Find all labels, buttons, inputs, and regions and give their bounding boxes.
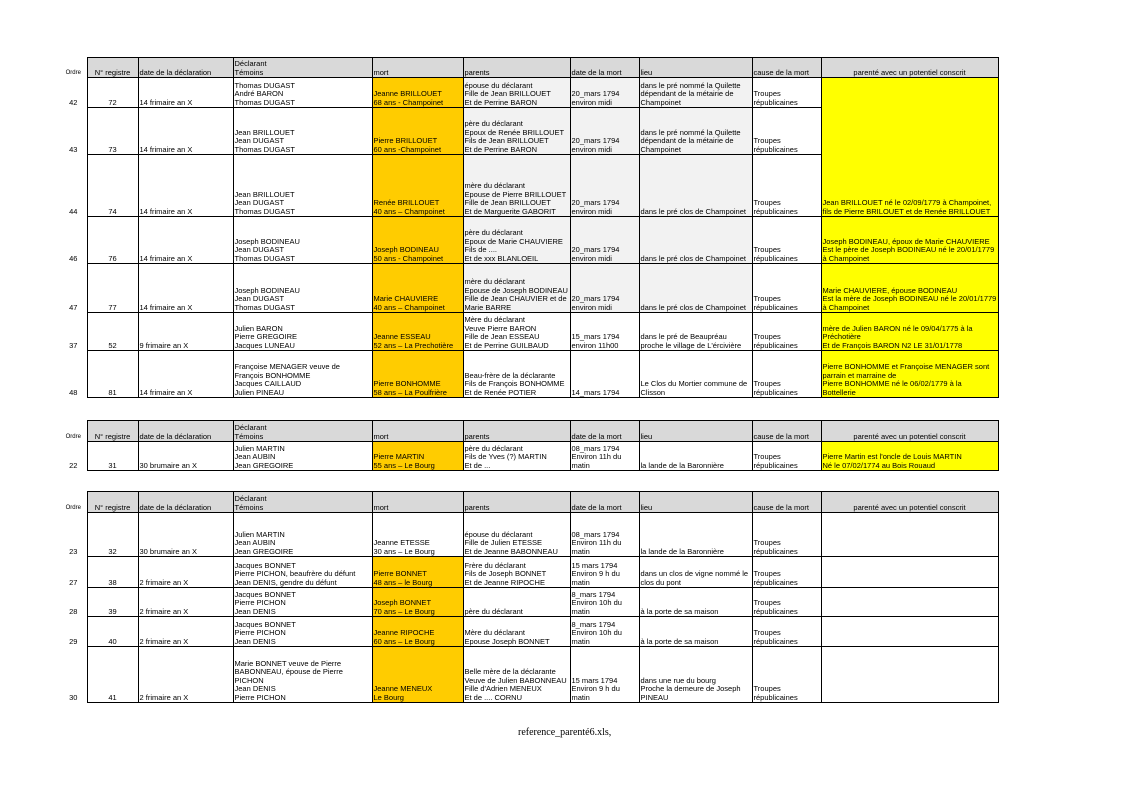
header-lieu: lieu	[639, 58, 752, 78]
date-cell: 14 frimaire an X	[138, 155, 233, 217]
header-cause: cause de la mort	[752, 421, 821, 442]
header-mort: mort	[372, 58, 463, 78]
table-row	[60, 78, 998, 108]
cause-cell: Troupes républicaines	[752, 647, 821, 703]
header-registre: N° registre	[87, 58, 138, 78]
lieu-cell: dans le pré clos de Champoinet	[639, 217, 752, 264]
cause-cell: Troupes républicaines	[752, 313, 821, 351]
parents-cell: mère du déclarant Epouse de Pierre BRILLOUET Fille de Jean BRILLOUET Et de Marguerite GABORIT	[463, 155, 570, 217]
header-ordre: Ordre	[65, 70, 81, 77]
lieu-cell: à la porte de sa maison	[639, 617, 752, 647]
parents-cell: Mère du déclarant Epouse Joseph BONNET	[463, 617, 570, 647]
declarant-cell: Julien MARTIN Jean AUBIN Jean GREGOIRE	[233, 442, 372, 471]
cause-cell: Troupes républicaines	[752, 557, 821, 588]
date-mort-cell: 08_mars 1794 Environ 11h du matin	[570, 513, 639, 557]
header-registre: N° registre	[87, 492, 138, 513]
lieu-cell: dans une rue du bourg Proche la demeure de Joseph PINEAU	[639, 647, 752, 703]
header-parents: parents	[463, 58, 570, 78]
date-cell: 2 frimaire an X	[138, 557, 233, 588]
ordre-cell: 47	[69, 303, 78, 313]
cause-cell: Troupes républicaines	[752, 351, 821, 398]
registre-cell: 39	[87, 588, 138, 617]
registre-cell: 32	[87, 513, 138, 557]
declarant-cell: Jacques BONNET Pierre PICHON, beaufrère du défunt Jean DENIS, gendre du défunt	[233, 557, 372, 588]
ordre-cell: 27	[69, 578, 78, 588]
lieu-cell: la lande de la Baronnière	[639, 513, 752, 557]
cause-cell: Troupes républicaines	[752, 264, 821, 313]
parente-cell: Pierre Martin est l'oncle de Louis MARTIN Né le 07/02/1774 au Bois Rouaud	[821, 442, 998, 471]
header-parente: parenté avec un potentiel conscrit	[821, 58, 998, 78]
registre-cell: 73	[87, 108, 138, 155]
lieu-cell: la lande de la Baronnière	[639, 442, 752, 471]
header-cause: cause de la mort	[752, 492, 821, 513]
declarant-cell: Joseph BODINEAU Jean DUGAST Thomas DUGAST	[233, 217, 372, 264]
cause-cell: Troupes républicaines	[752, 217, 821, 264]
lieu-cell: dans le pré clos de Champoinet	[639, 264, 752, 313]
header-cause: cause de la mort	[752, 58, 821, 78]
date-mort-cell: 20_mars 1794 environ midi	[570, 155, 639, 217]
declarant-cell: Marie BONNET veuve de Pierre BABONNEAU, épouse de Pierre PICHON Jean DENIS Pierre PICHON	[233, 647, 372, 703]
cause-cell: Troupes républicaines	[752, 513, 821, 557]
lieu-cell: Le Clos du Mortier commune de Clisson	[639, 351, 752, 398]
registre-cell: 76	[87, 217, 138, 264]
declarant-cell: Jacques BONNET Pierre PICHON Jean DENIS	[233, 588, 372, 617]
lieu-cell: dans le pré de Beaupréau proche le village de L'ércivière	[639, 313, 752, 351]
date-mort-cell: 20_mars 1794 environ midi	[570, 108, 639, 155]
mort-cell: Renée BRILLOUET 40 ans – Champoinet	[372, 155, 463, 217]
mort-cell: Marie CHAUVIERE 40 ans – Champoinet	[372, 264, 463, 313]
ordre-cell: 29	[69, 637, 78, 647]
cause-cell: Troupes républicaines	[752, 155, 821, 217]
date-cell: 14 frimaire an X	[138, 264, 233, 313]
registre-cell: 72	[87, 78, 138, 108]
cause-cell: Troupes républicaines	[752, 108, 821, 155]
date-cell: 30 brumaire an X	[138, 513, 233, 557]
header-registre: N° registre	[87, 421, 138, 442]
parents-cell: Mère du déclarant Veuve Pierre BARON Fille de Jean ESSEAU Et de Perrine GUILBAUD	[463, 313, 570, 351]
table-row	[60, 617, 998, 647]
registre-cell: 77	[87, 264, 138, 313]
parente-cell: Joseph BODINEAU, époux de Marie CHAUVIERE Est le père de Joseph BODINEAU né le 20/01/1779 à Champoinet	[821, 217, 998, 264]
date-mort-cell: 20_mars 1794 environ midi	[570, 264, 639, 313]
parents-cell: épouse du déclarant Fille de Jean BRILLOUET Et de Perrine BARON	[463, 78, 570, 108]
header-mort: mort	[372, 492, 463, 513]
parents-cell: mère du déclarant Epouse de Joseph BODINEAU Fille de Jean CHAUVIER et de Marie BARRE	[463, 264, 570, 313]
date-cell: 2 frimaire an X	[138, 588, 233, 617]
lieu-cell: dans le pré nommé la Quilette dépendant de la métairie de Champoinet	[639, 78, 752, 108]
header-declarant: Déclarant Témoins	[233, 58, 372, 78]
date-mort-cell: 20_mars 1794 environ midi	[570, 78, 639, 108]
parente-cell: Jean BRILLOUET né le 02/09/1779 à Champoinet, fils de Pierre BRILOUET et de Renée BRILLOUET	[821, 78, 998, 217]
table-row	[60, 217, 998, 264]
parente-cell: Pierre BONHOMME et Françoise MENAGER sont parrain et marraine de Pierre BONHOMME né le 06/02/1779 à la Bottellerie	[821, 351, 998, 398]
date-cell: 9 frimaire an X	[138, 313, 233, 351]
mort-cell: Joseph BONNET 70 ans – Le Bourg	[372, 588, 463, 617]
mort-cell: Jeanne MENEUX Le Bourg	[372, 647, 463, 703]
mort-cell: Jeanne ETESSE 30 ans – Le Bourg	[372, 513, 463, 557]
parents-cell: Belle mère de la déclarante Veuve de Julien BABONNEAU Fille d'Adrien MENEUX Et de .... CORNU	[463, 647, 570, 703]
header-parente: parenté avec un potentiel conscrit	[821, 492, 998, 513]
date-mort-cell: 08_mars 1794 Environ 11h du matin	[570, 442, 639, 471]
header-date-decl: date de la déclaration	[138, 492, 233, 513]
header-parents: parents	[463, 492, 570, 513]
date-cell: 2 frimaire an X	[138, 617, 233, 647]
parents-cell: père du déclarant Epoux de Marie CHAUVIERE Fils de .... Et de xxx BLANLOEIL	[463, 217, 570, 264]
date-mort-cell: 8_mars 1794 Environ 10h du matin	[570, 617, 639, 647]
header-row	[60, 58, 998, 78]
table-row	[60, 588, 998, 617]
ordre-cell: 42	[69, 98, 78, 108]
parents-cell: père du déclarant	[463, 588, 570, 617]
ordre-cell: 28	[69, 607, 78, 617]
declarant-cell: Julien BARON Pierre GREGOIRE Jacques LUNEAU	[233, 313, 372, 351]
parents-cell: père du déclarant Epoux de Renée BRILLOUET Fils de Jean BRILLOUET Et de Perrine BARON	[463, 108, 570, 155]
declarant-cell: Joseph BODINEAU Jean DUGAST Thomas DUGAST	[233, 264, 372, 313]
registre-cell: 40	[87, 617, 138, 647]
table-row	[60, 513, 998, 557]
header-row	[60, 421, 998, 442]
declarant-cell: Jacques BONNET Pierre PICHON Jean DENIS	[233, 617, 372, 647]
parente-cell	[821, 617, 998, 647]
header-date-decl: date de la déclaration	[138, 58, 233, 78]
parente-cell	[821, 557, 998, 588]
lieu-cell: dans le pré clos de Champoinet	[639, 155, 752, 217]
header-ordre: Ordre	[65, 505, 81, 512]
date-mort-cell: 15 mars 1794 Environ 9 h du matin	[570, 557, 639, 588]
date-mort-cell: 8_mars 1794 Environ 10h du matin	[570, 588, 639, 617]
header-parents: parents	[463, 421, 570, 442]
declarant-cell: Françoise MENAGER veuve de François BONHOMME Jacques CAILLAUD Julien PINEAU	[233, 351, 372, 398]
ordre-cell: 43	[69, 145, 78, 155]
parente-cell: mère de Julien BARON né le 09/04/1775 à la Préchotière Et de François BARON N2 LE 31/01/1778	[821, 313, 998, 351]
header-date-mort: date de la mort	[570, 58, 639, 78]
header-declarant: Déclarant Témoins	[233, 421, 372, 442]
cause-cell: Troupes républicaines	[752, 442, 821, 471]
mort-cell: Jeanne RIPOCHE 60 ans – Le Bourg	[372, 617, 463, 647]
parents-cell: Frère du déclarant Fils de Joseph BONNET Et de Jeanne RIPOCHE	[463, 557, 570, 588]
ordre-cell: 23	[69, 547, 78, 557]
cause-cell: Troupes républicaines	[752, 588, 821, 617]
header-ordre: Ordre	[65, 434, 81, 441]
lieu-cell: dans un clos de vigne nommé le clos du pont	[639, 557, 752, 588]
registre-cell: 81	[87, 351, 138, 398]
ordre-cell: 37	[69, 341, 78, 351]
date-mort-cell: 14_mars 1794	[570, 351, 639, 398]
cause-cell: Troupes républicaines	[752, 617, 821, 647]
registre-cell: 74	[87, 155, 138, 217]
declarant-cell: Julien MARTIN Jean AUBIN Jean GREGOIRE	[233, 513, 372, 557]
parente-cell	[821, 588, 998, 617]
mort-cell: Joseph BODINEAU 50 ans - Champoinet	[372, 217, 463, 264]
header-date-mort: date de la mort	[570, 421, 639, 442]
parents-cell: Beau-frère de la déclarante Fils de François BONHOMME Et de Renée POTIER	[463, 351, 570, 398]
date-cell: 14 frimaire an X	[138, 351, 233, 398]
registre-cell: 41	[87, 647, 138, 703]
parente-cell: Marie CHAUVIERE, épouse BODINEAU Est la mère de Joseph BODINEAU né le 20/01/1779 à Champoinet	[821, 264, 998, 313]
ordre-cell: 48	[69, 388, 78, 398]
lieu-cell: à la porte de sa maison	[639, 588, 752, 617]
declarant-cell: Jean BRILLOUET Jean DUGAST Thomas DUGAST	[233, 108, 372, 155]
parents-cell: père du déclarant Fils de Yves (?) MARTIN Et de ...	[463, 442, 570, 471]
table-row	[60, 313, 998, 351]
header-lieu: lieu	[639, 421, 752, 442]
table-row	[60, 264, 998, 313]
header-declarant: Déclarant Témoins	[233, 492, 372, 513]
mort-cell: Jeanne ESSEAU 52 ans – La Prechotière	[372, 313, 463, 351]
declarant-cell: Jean BRILLOUET Jean DUGAST Thomas DUGAST	[233, 155, 372, 217]
date-mort-cell: 15_mars 1794 environ 11h00	[570, 313, 639, 351]
ordre-cell: 46	[69, 254, 78, 264]
date-mort-cell: 20_mars 1794 environ midi	[570, 217, 639, 264]
ordre-cell: 30	[69, 693, 78, 703]
parents-cell: épouse du déclarant Fille de Julien ETESSE Et de Jeanne BABONNEAU	[463, 513, 570, 557]
date-mort-cell: 15 mars 1794 Environ 9 h du matin	[570, 647, 639, 703]
mort-cell: Pierre MARTIN 55 ans – Le Bourg	[372, 442, 463, 471]
registre-cell: 31	[87, 442, 138, 471]
table-row	[60, 351, 998, 398]
registre-cell: 52	[87, 313, 138, 351]
date-cell: 14 frimaire an X	[138, 78, 233, 108]
cause-cell: Troupes républicaines	[752, 78, 821, 108]
register-table-2	[60, 420, 999, 471]
table-row	[60, 442, 998, 471]
mort-cell: Pierre BRILLOUET 60 ans -Champoinet	[372, 108, 463, 155]
header-date-decl: date de la déclaration	[138, 421, 233, 442]
registre-cell: 38	[87, 557, 138, 588]
header-date-mort: date de la mort	[570, 492, 639, 513]
lieu-cell: dans le pré nommé la Quilette dépendant de la métairie de Champoinet	[639, 108, 752, 155]
ordre-cell: 44	[69, 207, 78, 217]
mort-cell: Jeanne BRILLOUET 68 ans - Champoinet	[372, 78, 463, 108]
mort-cell: Pierre BONHOMME 58 ans – La Poulfrière	[372, 351, 463, 398]
parente-cell	[821, 647, 998, 703]
date-cell: 30 brumaire an X	[138, 442, 233, 471]
file-reference: reference_parenté6.xls,	[518, 727, 612, 738]
date-cell: 14 frimaire an X	[138, 217, 233, 264]
header-parente: parenté avec un potentiel conscrit	[821, 421, 998, 442]
header-mort: mort	[372, 421, 463, 442]
ordre-cell: 22	[69, 461, 78, 471]
date-cell: 2 frimaire an X	[138, 647, 233, 703]
header-row	[60, 492, 998, 513]
register-table-1	[60, 57, 999, 398]
table-row	[60, 647, 998, 703]
register-table-3	[60, 491, 999, 703]
table-row	[60, 557, 998, 588]
mort-cell: Pierre BONNET 48 ans – le Bourg	[372, 557, 463, 588]
date-cell: 14 frimaire an X	[138, 108, 233, 155]
declarant-cell: Thomas DUGAST André BARON Thomas DUGAST	[233, 78, 372, 108]
parente-cell	[821, 513, 998, 557]
header-lieu: lieu	[639, 492, 752, 513]
